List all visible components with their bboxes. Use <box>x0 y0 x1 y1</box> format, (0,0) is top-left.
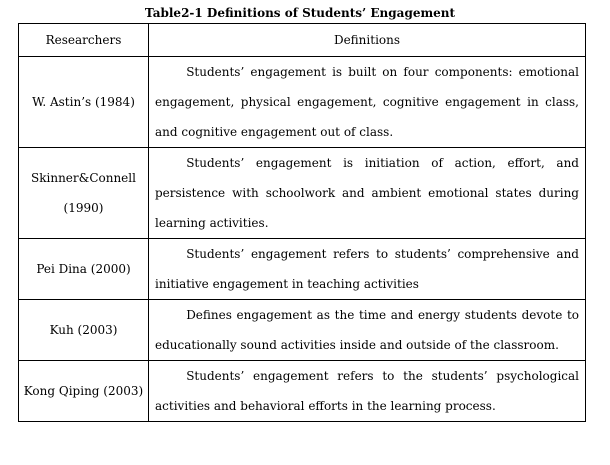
table-row <box>19 57 586 148</box>
table-row <box>19 300 586 361</box>
definition-text: Students’ engagement is built on four components: emotional engagement, physical engagement, cognitive engagement in class, and cognitive engagement out of class. <box>155 65 579 139</box>
definition-cell <box>149 300 586 361</box>
definition-text: Students’ engagement refers to students’ comprehensive and initiative engagement in teaching activities <box>155 247 579 291</box>
definition-text: Students’ engagement is initiation of action, effort, and persistence with schoolwork and ambient emotional states during learning activities. <box>155 156 579 230</box>
definition-cell <box>149 148 586 239</box>
researcher-cell: Pei Dina (2000) <box>19 239 149 300</box>
researcher-cell: W. Astin’s (1984) <box>19 57 149 148</box>
header-definitions: Definitions <box>149 24 586 57</box>
header-researchers: Researchers <box>19 24 149 57</box>
table-row <box>19 361 586 422</box>
researcher-cell: Skinner&Connell (1990) <box>19 148 149 239</box>
definition-cell <box>149 239 586 300</box>
researcher-cell: Kuh (2003) <box>19 300 149 361</box>
table-caption: Table2-1 Definitions of Students’ Engagement <box>144 6 456 20</box>
definition-text: Defines engagement as the time and energy students devote to educationally sound activities inside and outside of the classroom. <box>155 308 579 352</box>
table-row <box>19 148 586 239</box>
definition-cell <box>149 361 586 422</box>
definition-cell <box>149 57 586 148</box>
table-row <box>19 239 586 300</box>
researcher-cell: Kong Qiping (2003) <box>19 361 149 422</box>
definition-text: Students’ engagement refers to the students’ psychological activities and behavioral efforts in the learning process. <box>155 369 579 413</box>
table-header-row <box>19 24 586 57</box>
definitions-table <box>18 23 586 422</box>
